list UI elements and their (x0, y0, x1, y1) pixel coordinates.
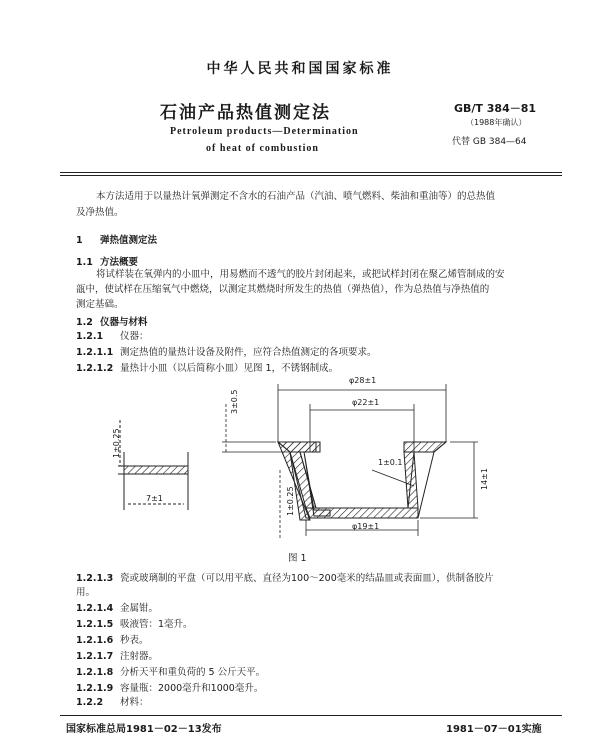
item-text: 仪器： (120, 331, 149, 342)
item-text: 材料： (120, 697, 149, 708)
document-title-en-line2: of heat of combustion (206, 143, 319, 154)
item-text: 瓷或玻璃制的平盘（可以用平底、直径为100～200毫米的结晶皿或表面皿），供制备胶片 (120, 573, 494, 584)
replaces-standard: 代替 GB 384—64 (452, 137, 527, 147)
item-1-2-1-4 (76, 602, 158, 616)
standard-code: GB/T 384－81 (454, 102, 537, 115)
section1-title: 弹热值测定法 (100, 235, 158, 246)
item-1-2-1-8 (76, 666, 265, 680)
item-1-2-1-3 (76, 572, 494, 586)
item-number: 1.2.1.4 (76, 603, 114, 614)
intro-line2: 及净热值。 (76, 207, 124, 218)
s11-title: 方法概要 (100, 257, 139, 268)
confirmed-year: （1988年确认） (466, 118, 527, 127)
item-1-2-2 (76, 696, 149, 710)
footer-rule (60, 715, 562, 716)
item-number: 1.2.1.9 (76, 683, 114, 694)
dim-lid-thick: 1±0.25 (112, 428, 121, 458)
s11-line2: 瓿中，使试样在压缩氧气中燃烧，以测定其燃烧时所发生的热值（弹热值），作为总热值与净热值的 (76, 284, 490, 295)
item-1-2-1-7 (76, 650, 158, 664)
issue-date: 国家标准总局1981－02－13发布 (66, 724, 222, 735)
item-number: 1.2.1.1 (76, 347, 114, 358)
figure-caption: 图 1 (288, 553, 307, 564)
item-number: 1.2.1.7 (76, 651, 114, 662)
item-text: 金属钳。 (120, 603, 159, 614)
item-1-2-1-6 (76, 634, 149, 648)
item-text: 分析天平和重负荷的 5 公斤天平。 (120, 667, 266, 678)
dim-top-inner: φ22±1 (352, 398, 380, 407)
item-text: 量热计小皿（以后简称小皿）见图 1，不锈钢制成。 (120, 363, 339, 374)
dim-bottom: φ19±1 (352, 522, 380, 531)
item-text: 测定热值的量热计设备及附件，应符合热值测定的各项要求。 (120, 347, 377, 358)
intro-line1: 本方法适用于以量热计氧弹测定不含水的石油产品（汽油、喷气燃料、柴油和重油等）的总热值 (96, 191, 496, 202)
dim-rim: 3±0.5 (230, 389, 239, 414)
effective-date: 1981－07－01实施 (446, 724, 542, 735)
item-number: 1.2.1.6 (76, 635, 114, 646)
cup-part (278, 442, 446, 520)
dim-wall-upper: 1±0.1 (378, 458, 403, 467)
item-text: 用。 (76, 587, 96, 598)
item-number: 1.2.1.8 (76, 667, 114, 678)
s11-number: 1.1 (76, 257, 93, 268)
item-number: 1.2.1.3 (76, 573, 114, 584)
s11-line1: 将试样装在氧弹内的小皿中，用易燃而不透气的胶片封闭起来，或把试样封闭在聚乙烯管制成的安 (96, 269, 505, 280)
s11-line3: 测定基础。 (76, 299, 124, 310)
item-number: 1.2.1.2 (76, 363, 114, 374)
standard-body-title: 中华人民共和国国家标准 (206, 61, 394, 77)
item-1-2-1-9 (76, 682, 263, 696)
dim-wall-left: 1±0.25 (286, 486, 295, 516)
item-text: 秒表。 (120, 635, 149, 646)
item-1-2-1-5 (76, 618, 193, 632)
dim-top-outer: φ28±1 (349, 376, 377, 385)
item-text: 吸液管：1毫升。 (120, 619, 193, 630)
s12-number: 1.2 (76, 317, 93, 328)
dim-lid-dia: 7±1 (146, 494, 163, 503)
item-1-2-1-3-cont (76, 586, 95, 600)
item-text: 注射器。 (120, 651, 159, 662)
section1-number: 1 (76, 235, 83, 246)
item-text: 容量瓶：2000毫升和1000毫升。 (120, 683, 264, 694)
s12-title: 仪器与材料 (100, 317, 148, 328)
document-title-en-line1: Petroleum products—Determination (170, 126, 359, 137)
item-number: 1.2.1 (76, 331, 104, 342)
item-number: 1.2.2 (76, 697, 104, 708)
document-title-cn: 石油产品热值测定法 (160, 103, 331, 123)
dim-height: 14±1 (480, 468, 489, 490)
item-number: 1.2.1.5 (76, 619, 114, 630)
